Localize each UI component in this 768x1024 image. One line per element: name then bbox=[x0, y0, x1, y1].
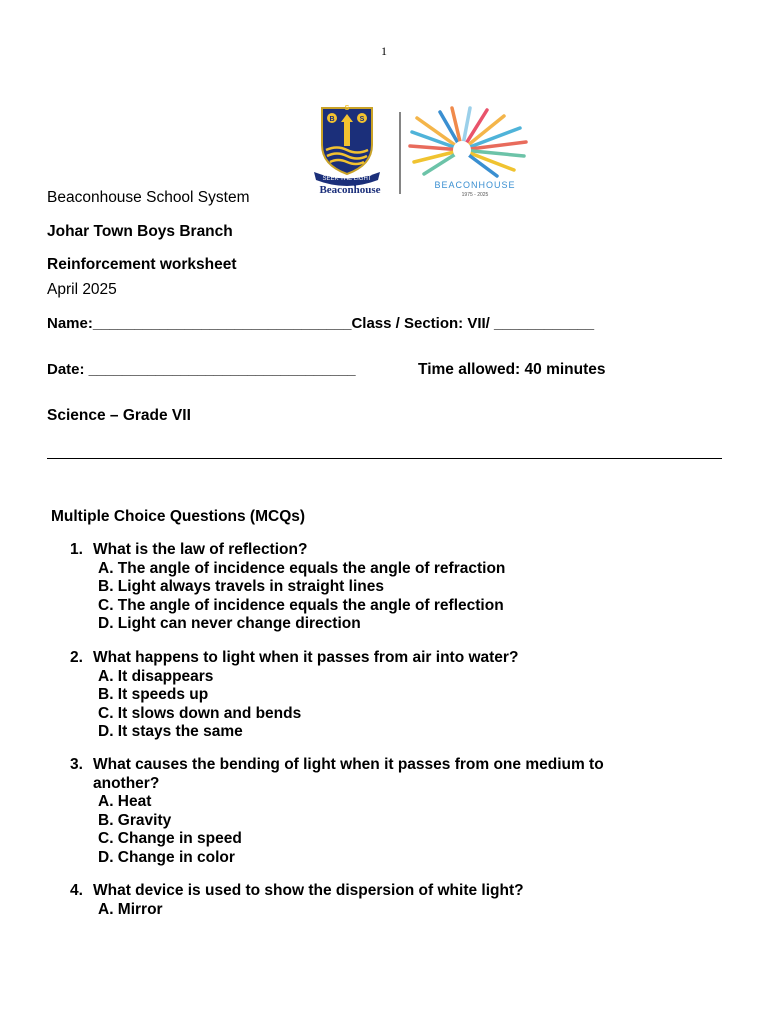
question-number: 1. bbox=[70, 541, 83, 558]
option-b[interactable]: B. It speeds up bbox=[98, 686, 209, 703]
question-number: 4. bbox=[70, 882, 83, 899]
question-text: What is the law of reflection? bbox=[93, 541, 308, 558]
crest-letter-b: B bbox=[329, 116, 335, 123]
option-c[interactable]: C. Change in speed bbox=[98, 830, 242, 847]
question-number: 3. bbox=[70, 756, 83, 773]
anniversary-wordmark: BEACONHOUSE bbox=[434, 180, 516, 190]
option-d[interactable]: D. Change in color bbox=[98, 848, 235, 866]
question-2 bbox=[70, 649, 730, 742]
school-name: Beaconhouse School System bbox=[47, 189, 250, 206]
date-field[interactable]: Date: ________________________________ bbox=[47, 361, 356, 378]
anniversary-years: 1975 - 2025 bbox=[461, 192, 489, 198]
crest-wordmark: Beaconhouse bbox=[319, 184, 381, 196]
option-a[interactable]: A. Heat bbox=[98, 793, 152, 810]
worksheet-month: April 2025 bbox=[47, 281, 117, 298]
option-d[interactable]: D. It stays the same bbox=[98, 723, 243, 740]
option-b[interactable]: B. Light always travels in straight lines bbox=[98, 578, 384, 595]
option-d[interactable]: D. Light can never change direction bbox=[98, 615, 361, 632]
crest-motto: SEEK THE LIGHT bbox=[322, 176, 372, 182]
option-a[interactable]: A. It disappears bbox=[98, 667, 214, 685]
section-title: Multiple Choice Questions (MCQs) bbox=[51, 508, 306, 525]
time-allowed: Time allowed: 40 minutes bbox=[418, 361, 606, 378]
question-text: What device is used to show the dispersion of white light? bbox=[93, 882, 524, 899]
worksheet-title: Reinforcement worksheet bbox=[47, 256, 237, 273]
option-c[interactable]: C. The angle of incidence equals the angle of reflection bbox=[98, 596, 504, 614]
anniversary-50-icon bbox=[410, 108, 526, 198]
option-b[interactable]: B. Gravity bbox=[98, 811, 172, 829]
option-a[interactable]: A. The angle of incidence equals the angle of refraction bbox=[98, 559, 506, 577]
question-number: 2. bbox=[70, 649, 83, 666]
question-3 bbox=[70, 756, 660, 867]
question-text: What causes the bending of light when it passes from one medium to another? bbox=[93, 756, 604, 792]
option-a[interactable]: A. Mirror bbox=[98, 900, 163, 918]
page-number: 1 bbox=[381, 44, 387, 58]
question-4 bbox=[70, 882, 730, 919]
subject-grade: Science – Grade VII bbox=[47, 407, 191, 424]
school-logos bbox=[292, 90, 542, 200]
branch-name: Johar Town Boys Branch bbox=[47, 223, 233, 240]
header-divider bbox=[47, 458, 722, 459]
crest-letter-s1: S bbox=[344, 105, 350, 112]
name-class-field[interactable]: Name:_______________________________Class / Section: VII/ ____________ bbox=[47, 315, 595, 332]
question-text: What happens to light when it passes from air into water? bbox=[93, 649, 519, 666]
question-1 bbox=[70, 541, 730, 634]
crest-letter-s2: S bbox=[359, 116, 365, 123]
beaconhouse-crest-icon bbox=[314, 105, 381, 196]
option-c[interactable]: C. It slows down and bends bbox=[98, 704, 302, 722]
